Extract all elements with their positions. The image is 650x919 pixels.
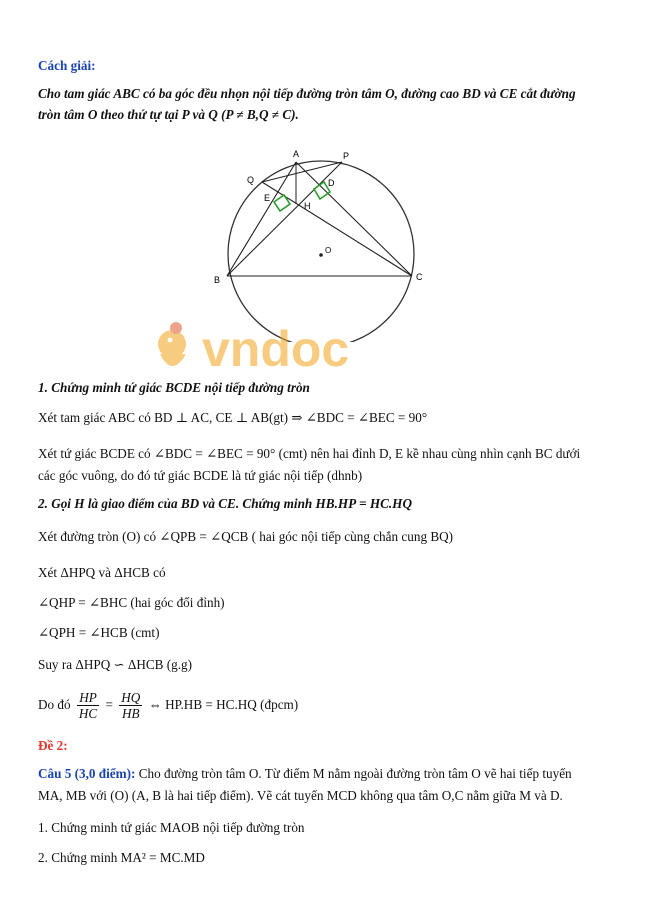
label-a: A xyxy=(293,149,300,159)
part1-title: 1. Chứng minh tứ giác BCDE nội tiếp đường tròn xyxy=(38,380,310,395)
label-p: P xyxy=(343,151,350,161)
part2-line-1: Xét đường tròn (O) có ∠QPB = ∠QCB ( hai góc nội tiếp cùng chắn cung BQ) xyxy=(38,529,454,544)
question-2: 2. Chứng minh MA² = MC.MD xyxy=(38,850,205,865)
center-point xyxy=(319,253,323,257)
segment-bp xyxy=(227,162,342,276)
cau5-label: Câu 5 (3,0 điểm): xyxy=(38,766,136,781)
de2-title: Đề 2: xyxy=(38,738,68,753)
part2-line-5: Suy ra ΔHPQ ∽ ΔHCB (g.g) xyxy=(38,657,193,672)
circumcircle xyxy=(228,161,414,342)
part2-line-6 xyxy=(38,690,298,721)
cau5-line-2: MA, MB với (O) (A, B là hai tiếp điểm). Vẽ cát tuyến MCD không qua tâm O,C nằm giữa M và D. xyxy=(38,788,563,803)
cau5-line-1 xyxy=(38,766,572,782)
fraction-hp-hc: $\frac{HP}{HC}$ xyxy=(78,690,98,722)
part1-line-1: Xét tam giác ABC có BD ⊥ AC, CE ⊥ AB(gt) ⇒ ∠BDC = ∠BEC = 90° xyxy=(38,410,428,425)
solution-heading: Cách giải: xyxy=(38,58,96,73)
problem-line-1: Cho tam giác ABC có ba góc đều nhọn nội tiếp đường tròn tâm O, đường cao BD và CE cắt đường xyxy=(38,86,576,101)
label-c: C xyxy=(416,272,423,282)
conclusion-text: ⇔ HP.HB = HC.HQ (đpcm) xyxy=(148,697,299,712)
do-do-text: Do đó xyxy=(38,697,71,712)
label-o: O xyxy=(325,246,332,255)
label-d: D xyxy=(328,178,335,188)
label-e: E xyxy=(264,193,271,203)
segment-ac xyxy=(296,162,412,276)
label-h: H xyxy=(304,201,311,211)
geometry-diagram xyxy=(200,142,430,342)
part2-line-2: Xét ΔHPQ và ΔHCB có xyxy=(38,565,166,580)
equals-sign: = xyxy=(105,697,113,712)
vndoc-watermark-logo xyxy=(150,318,430,380)
cau5-text: Cho đường tròn tâm O. Từ điểm M nằm ngoài đường tròn tâm O vẽ hai tiếp tuyến xyxy=(135,766,572,781)
part1-line-2: Xét tứ giác BCDE có ∠BDC = ∠BEC = 90° (cmt) nên hai đỉnh D, E kề nhau cùng nhìn cạnh BC dưới xyxy=(38,446,581,461)
fraction-hq-hb: $\frac{HQ}{HB}$ xyxy=(121,690,141,722)
part2-line-4: ∠QPH = ∠HCB (cmt) xyxy=(38,625,160,640)
segment-ab xyxy=(227,162,296,276)
part2-line-3: ∠QHP = ∠BHC (hai góc đối đỉnh) xyxy=(38,595,225,610)
svg-text:vndoc: vndoc xyxy=(202,321,350,377)
question-1: 1. Chứng minh tứ giác MAOB nội tiếp đường tròn xyxy=(38,820,305,835)
part2-title: 2. Gọi H là giao điểm của BD và CE. Chứng minh HB.HP = HC.HQ xyxy=(38,496,412,511)
part1-line-3: các góc vuông, do đó tứ giác BCDE là tứ giác nội tiếp (dhnb) xyxy=(38,468,363,483)
label-q: Q xyxy=(247,175,255,185)
problem-line-2: tròn tâm O theo thứ tự tại P và Q (P ≠ B,Q ≠ C). xyxy=(38,107,299,122)
label-b: B xyxy=(214,275,221,285)
